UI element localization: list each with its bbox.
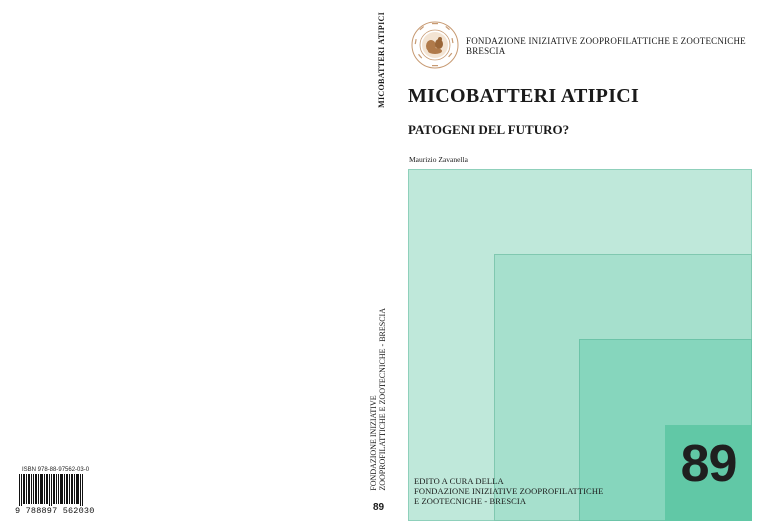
edito-line2: FONDAZIONE INIZIATIVE ZOOPROFILATTICHE xyxy=(414,486,604,496)
spine-publisher-line1: FONDAZIONE INIZIATIVE xyxy=(369,395,378,491)
spine-title: MICOBATTERI ATIPICI xyxy=(377,12,386,108)
spine-number: 89 xyxy=(373,502,385,513)
isbn-label: ISBN 978-88-97562-03-0 xyxy=(22,467,90,473)
foundation-name xyxy=(466,36,746,56)
spine-publisher-line2: ZOOPROFILATTICHE E ZOOTECNICHE - BRESCIA xyxy=(378,308,387,491)
edito-line1: EDITO A CURA DELLA xyxy=(414,476,504,486)
spine-publisher xyxy=(369,308,387,491)
foundation-logo-icon xyxy=(410,20,460,70)
edito-line3: E ZOOTECNICHE - BRESCIA xyxy=(414,496,527,506)
book-subtitle: PATOGENI DEL FUTURO? xyxy=(408,122,570,137)
author-name: Maurizio Zavanella xyxy=(409,155,468,164)
foundation-name-line2: BRESCIA xyxy=(466,46,506,56)
series-number: 89 xyxy=(680,435,737,493)
book-title: MICOBATTERI ATIPICI xyxy=(408,85,640,107)
barcode-digits: 9 788897 562030 xyxy=(15,506,95,516)
foundation-name-line1: FONDAZIONE INIZIATIVE ZOOPROFILATTICHE E ZOOTECNICHE xyxy=(466,36,746,46)
edito-credit xyxy=(414,476,603,506)
